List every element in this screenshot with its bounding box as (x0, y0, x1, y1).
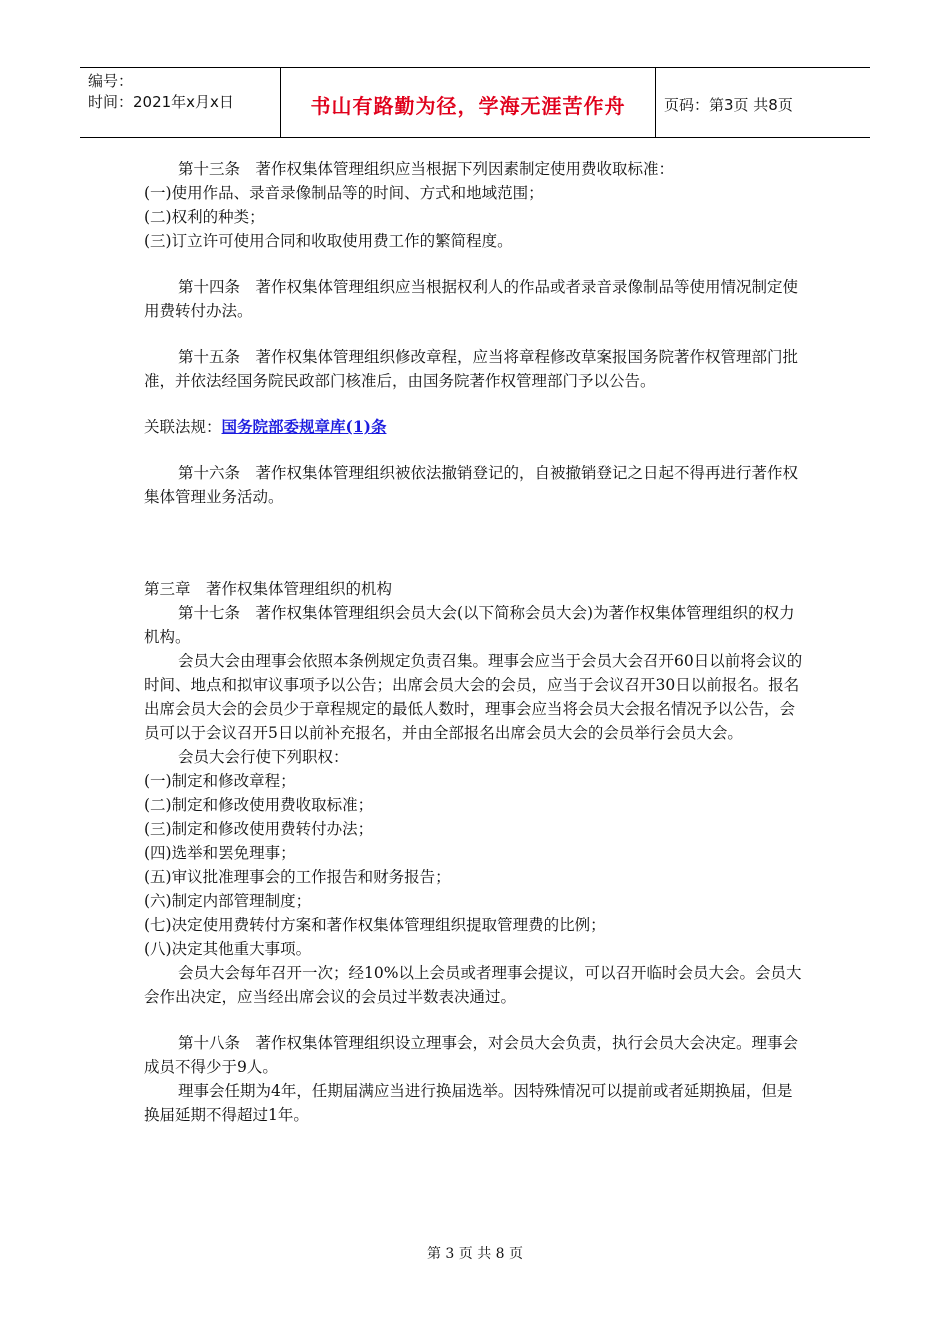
document-date-label: 时间：2021年x月x日 (88, 93, 234, 111)
article-13-item: (三)订立许可使用合同和收取使用费工作的繁简程度。 (144, 232, 513, 250)
related-regulations-label: 关联法规： (144, 418, 222, 436)
article-14: 第十四条 著作权集体管理组织应当根据权利人的作品或者录音录像制品等使用情况制定使用费转付办法。 (144, 278, 799, 320)
article-18: 第十八条 著作权集体管理组织设立理事会，对会员大会负责，执行会员大会决定。理事会成员不得少于9人。 (144, 1034, 799, 1076)
article-13-heading: 第十三条 著作权集体管理组织应当根据下列因素制定使用费收取标准： (178, 160, 675, 178)
chapter-3-heading: 第三章 著作权集体管理组织的机构 (144, 580, 393, 598)
header-page-cell (656, 70, 870, 139)
article-17-item: (二)制定和修改使用费收取标准； (144, 796, 374, 814)
document-body (144, 157, 804, 1127)
footer-page-number: 第 3 页 共 8 页 (426, 1246, 524, 1262)
page-footer (0, 1243, 950, 1263)
related-regulations (144, 415, 804, 439)
article-17-item: (一)制定和修改章程； (144, 772, 296, 790)
article-17-item: (八)决定其他重大事项。 (144, 940, 312, 958)
article-17-paragraph: 会员大会行使下列职权： (178, 748, 349, 766)
document-header (80, 67, 870, 138)
article-17-item: (三)制定和修改使用费转付办法； (144, 820, 374, 838)
article-15: 第十五条 著作权集体管理组织修改章程，应当将章程修改草案报国务院著作权管理部门批准，并依法经国务院民政部门核准后，由国务院著作权管理部门予以公告。 (144, 348, 799, 390)
header-meta-cell (80, 68, 281, 137)
article-17-item: (六)制定内部管理制度； (144, 892, 312, 910)
article-17-item: (四)选举和罢免理事； (144, 844, 296, 862)
article-13-item: (一)使用作品、录音录像制品等的时间、方式和地域范围； (144, 184, 544, 202)
header-page-number: 页码：第3页 共8页 (664, 96, 793, 114)
article-17-item: (五)审议批准理事会的工作报告和财务报告； (144, 868, 451, 886)
article-17-paragraph: 会员大会由理事会依照本条例规定负责召集。理事会应当于会员大会召开60日以前将会议的时间、地点和拟审议事项予以公告；出席会员大会的会员，应当于会议召开30日以前报名。报名出席会员大会的会员少于章程规定的最低人数时，理事会应当将会员大会报名情况予以公告，会员可以于会议召开5日以前补充报名，并由全部报名出席会员大会的会员举行会员大会。 (144, 652, 803, 742)
article-18-paragraph: 理事会任期为4年，任期届满应当进行换届选举。因特殊情况可以提前或者延期换届，但是换届延期不得超过1年。 (144, 1082, 793, 1124)
article-17: 第十七条 著作权集体管理组织会员大会(以下简称会员大会)为著作权集体管理组织的权力机构。 (144, 604, 795, 646)
related-regulations-link[interactable]: 国务院部委规章库(1)条 (221, 417, 387, 436)
document-number-label: 编号： (88, 72, 134, 90)
article-16: 第十六条 著作权集体管理组织被依法撤销登记的，自被撤销登记之日起不得再进行著作权集体管理业务活动。 (144, 464, 799, 506)
article-13-item: (二)权利的种类； (144, 208, 265, 226)
header-motto-cell (281, 68, 656, 137)
article-17-item: (七)决定使用费转付方案和著作权集体管理组织提取管理费的比例； (144, 916, 606, 934)
article-17-paragraph: 会员大会每年召开一次；经10%以上会员或者理事会提议，可以召开临时会员大会。会员大会作出决定，应当经出席会议的会员过半数表决通过。 (144, 964, 802, 1006)
header-motto: 书山有路勤为径，学海无涯苦作舟 (310, 94, 626, 118)
